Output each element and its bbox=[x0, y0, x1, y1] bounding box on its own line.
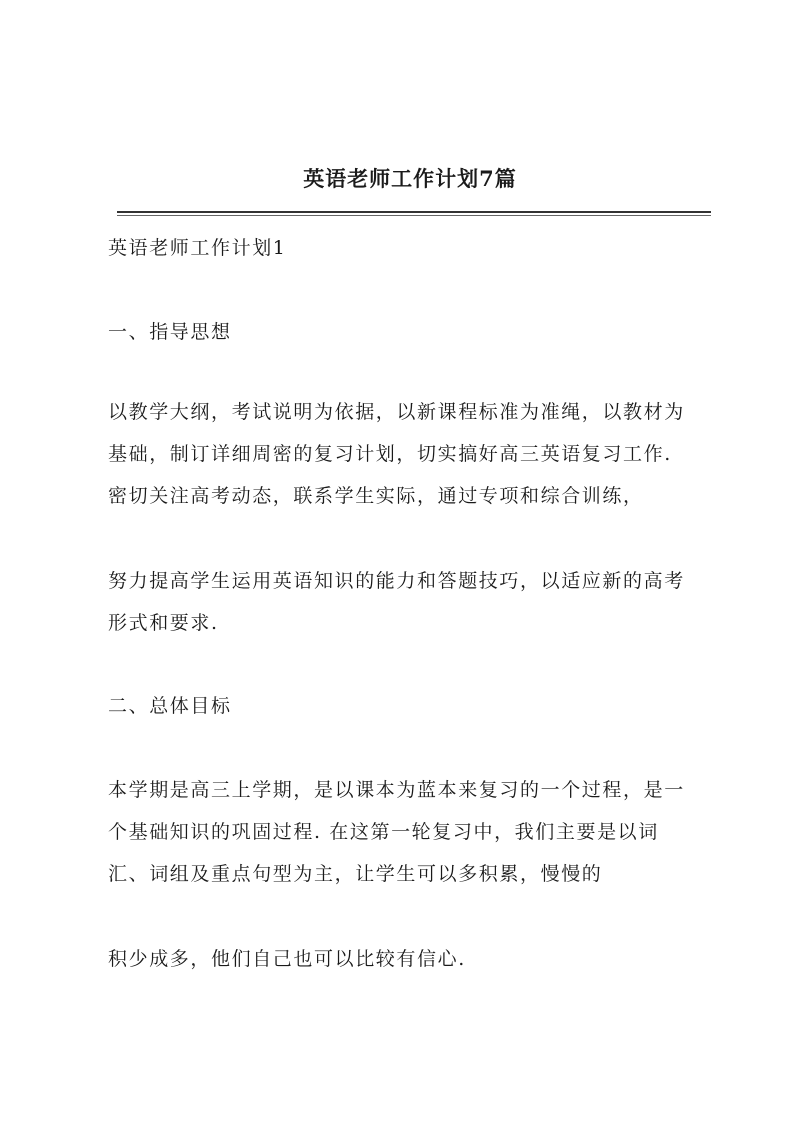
section-heading-overall-goals bbox=[108, 685, 728, 727]
paragraph-line: 密切关注高考动态，联系学生实际，通过专项和综合训练， bbox=[108, 485, 644, 507]
paragraph-line: 本学期是高三上学期，是以课本为蓝本来复习的一个过程，是一 bbox=[108, 779, 685, 801]
section-heading-text: 二、总体目标 bbox=[108, 695, 232, 717]
document-subtitle bbox=[108, 227, 728, 269]
paragraph-line: 努力提高学生运用英语知识的能力和答题技巧，以适应新的高考 bbox=[108, 570, 685, 592]
paragraph-line: 形式和要求. bbox=[108, 612, 219, 634]
title-divider-thin bbox=[117, 215, 711, 216]
document-title: 英语老师工作计划7篇 bbox=[303, 166, 517, 191]
paragraph-guiding-ideology-1 bbox=[108, 391, 728, 517]
paragraph-line: 积少成多，他们自己也可以比较有信心. bbox=[108, 948, 466, 970]
paragraph-guiding-ideology-2 bbox=[108, 560, 728, 644]
paragraph-line: 汇、词组及重点句型为主，让学生可以多积累，慢慢的 bbox=[108, 863, 603, 885]
subtitle-text: 英语老师工作计划1 bbox=[108, 237, 287, 259]
paragraph-overall-goals-2 bbox=[108, 938, 728, 980]
paragraph-line: 以教学大纲，考试说明为依据，以新课程标准为准绳，以教材为 bbox=[108, 401, 685, 423]
section-heading-guiding-ideology bbox=[108, 311, 728, 353]
section-heading-text: 一、指导思想 bbox=[108, 321, 232, 343]
paragraph-overall-goals-1 bbox=[108, 769, 728, 895]
paragraph-line: 基础，制订详细周密的复习计划，切实搞好高三英语复习工作. bbox=[108, 443, 672, 465]
paragraph-line: 个基础知识的巩固过程. 在这第一轮复习中，我们主要是以词 bbox=[108, 821, 659, 843]
title-divider bbox=[117, 211, 711, 213]
